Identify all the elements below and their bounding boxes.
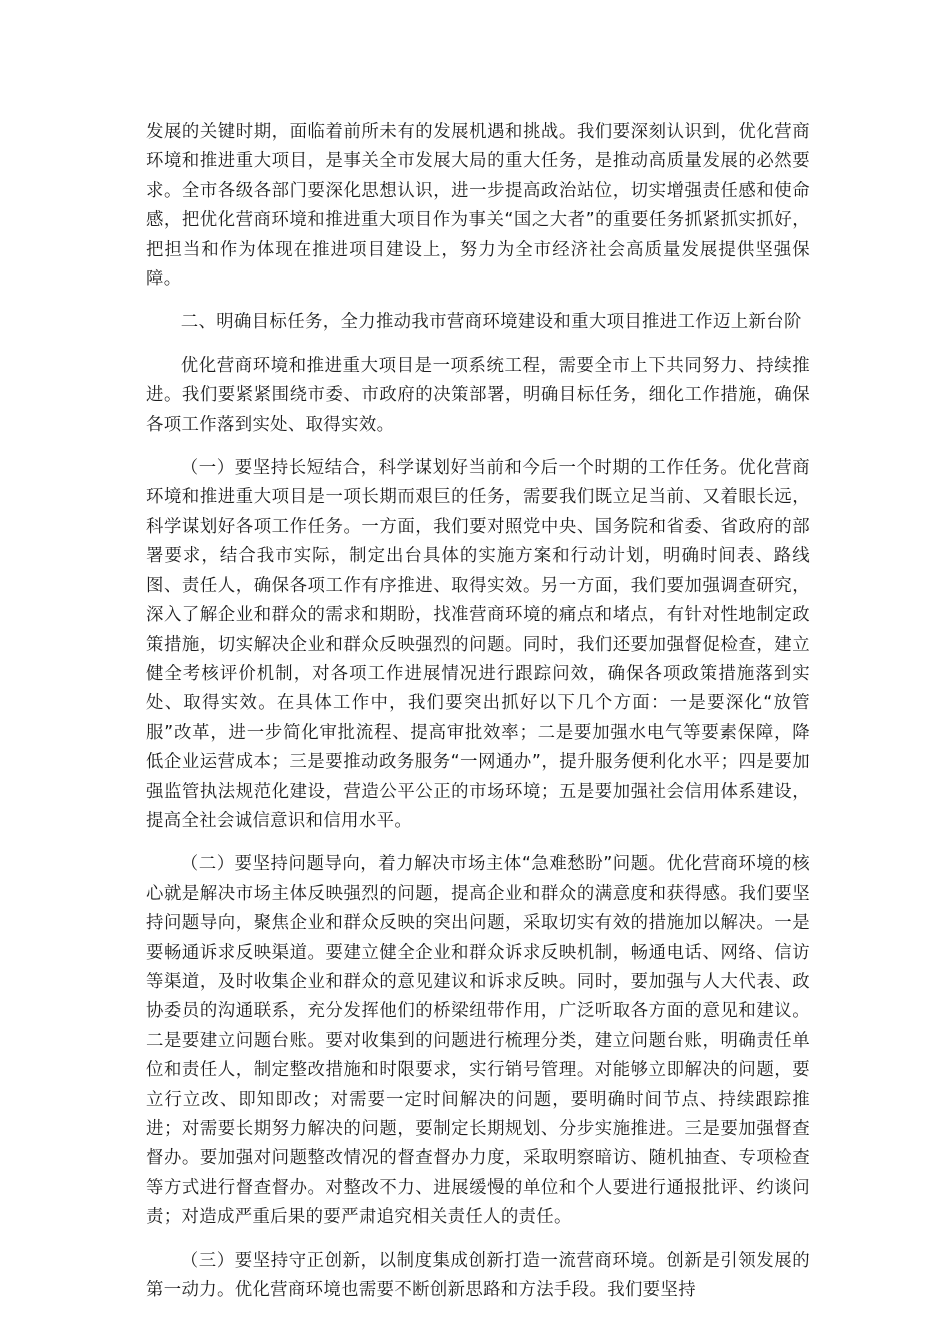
- body-paragraph: 发展的关键时期，面临着前所未有的发展机遇和挑战。我们要深刻认识到，优化营商环境和推进重大项目，是事关全市发展大局的重大任务，是推动高质量发展的必然要求。全市各级各部门要深化思想认识，进一步提高政治站位，切实增强责任感和使命感，把优化营商环境和推进重大项目作为事关“国之大者”的重要任务抓紧抓实抓好，把担当和作为体现在推进项目建设上，努力为全市经济社会高质量发展提供坚强保障。: [146, 122, 810, 290]
- body-paragraph: （一）要坚持长短结合，科学谋划好当前和今后一个时期的工作任务。优化营商环境和推进重大项目是一项长期而艰巨的任务，需要我们既立足当前、又着眼长远，科学谋划好各项工作任务。一方面，我们要对照党中央、国务院和省委、省政府的部署要求，结合我市实际，制定出台具体的实施方案和行动计划，明确时间表、路线图、责任人，确保各项工作有序推进、取得实效。另一方面，我们要加强调查研究，深入了解企业和群众的需求和期盼，找准营商环境的痛点和堵点，有针对性地制定政策措施，切实解决企业和群众反映强烈的问题。同时，我们还要加强督促检查，建立健全考核评价机制，对各项工作进展情况进行跟踪问效，确保各项政策措施落到实处、取得实效。在具体工作中，我们要突出抓好以下几个方面：一是要深化“放管服”改革，进一步简化审批流程、提高审批效率；二是要加强水电气等要素保障，降低企业运营成本；三是要推动政务服务“一网通办”，提升服务便利化水平；四是要加强监管执法规范化建设，营造公平公正的市场环境；五是要加强社会信用体系建设，提高全社会诚信意识和信用水平。: [146, 458, 810, 831]
- body-paragraph: （二）要坚持问题导向，着力解决市场主体“急难愁盼”问题。优化营商环境的核心就是解决市场主体反映强烈的问题，提高企业和群众的满意度和获得感。我们要坚持问题导向，聚焦企业和群众反映的突出问题，采取切实有效的措施加以解决。一是要畅通诉求反映渠道。要建立健全企业和群众诉求反映机制，畅通电话、网络、信访等渠道，及时收集企业和群众的意见建议和诉求反映。同时，要加强与人大代表、政协委员的沟通联系，充分发挥他们的桥梁纽带作用，广泛听取各方面的意见和建议。二是要建立问题台账。要对收集到的问题进行梳理分类，建立问题台账，明确责任单位和责任人，制定整改措施和时限要求，实行销号管理。对能够立即解决的问题，要立行立改、即知即改；对需要一定时间解决的问题，要明确时间节点、持续跟踪推进；对需要长期努力解决的问题，要制定长期规划、分步实施推进。三是要加强督查督办。要加强对问题整改情况的督查督办力度，采取明察暗访、随机抽查、专项检查等方式进行督查督办。对整改不力、进展缓慢的单位和个人要进行通报批评、约谈问责；对造成严重后果的要严肃追究相关责任人的责任。: [146, 854, 810, 1228]
- section-heading: 二、明确目标任务，全力推动我市营商环境建设和重大项目推进工作迈上新台阶: [180, 312, 802, 333]
- body-paragraph: 优化营商环境和推进重大项目是一项系统工程，需要全市上下共同努力、持续推进。我们要紧紧围绕市委、市政府的决策部署，明确目标任务，细化工作措施，确保各项工作落到实处、取得实效。: [146, 355, 810, 435]
- body-paragraph: （三）要坚持守正创新，以制度集成创新打造一流营商环境。创新是引领发展的第一动力。优化营商环境也需要不断创新思路和方法手段。我们要坚持: [146, 1250, 810, 1301]
- document-body: [146, 118, 810, 1319]
